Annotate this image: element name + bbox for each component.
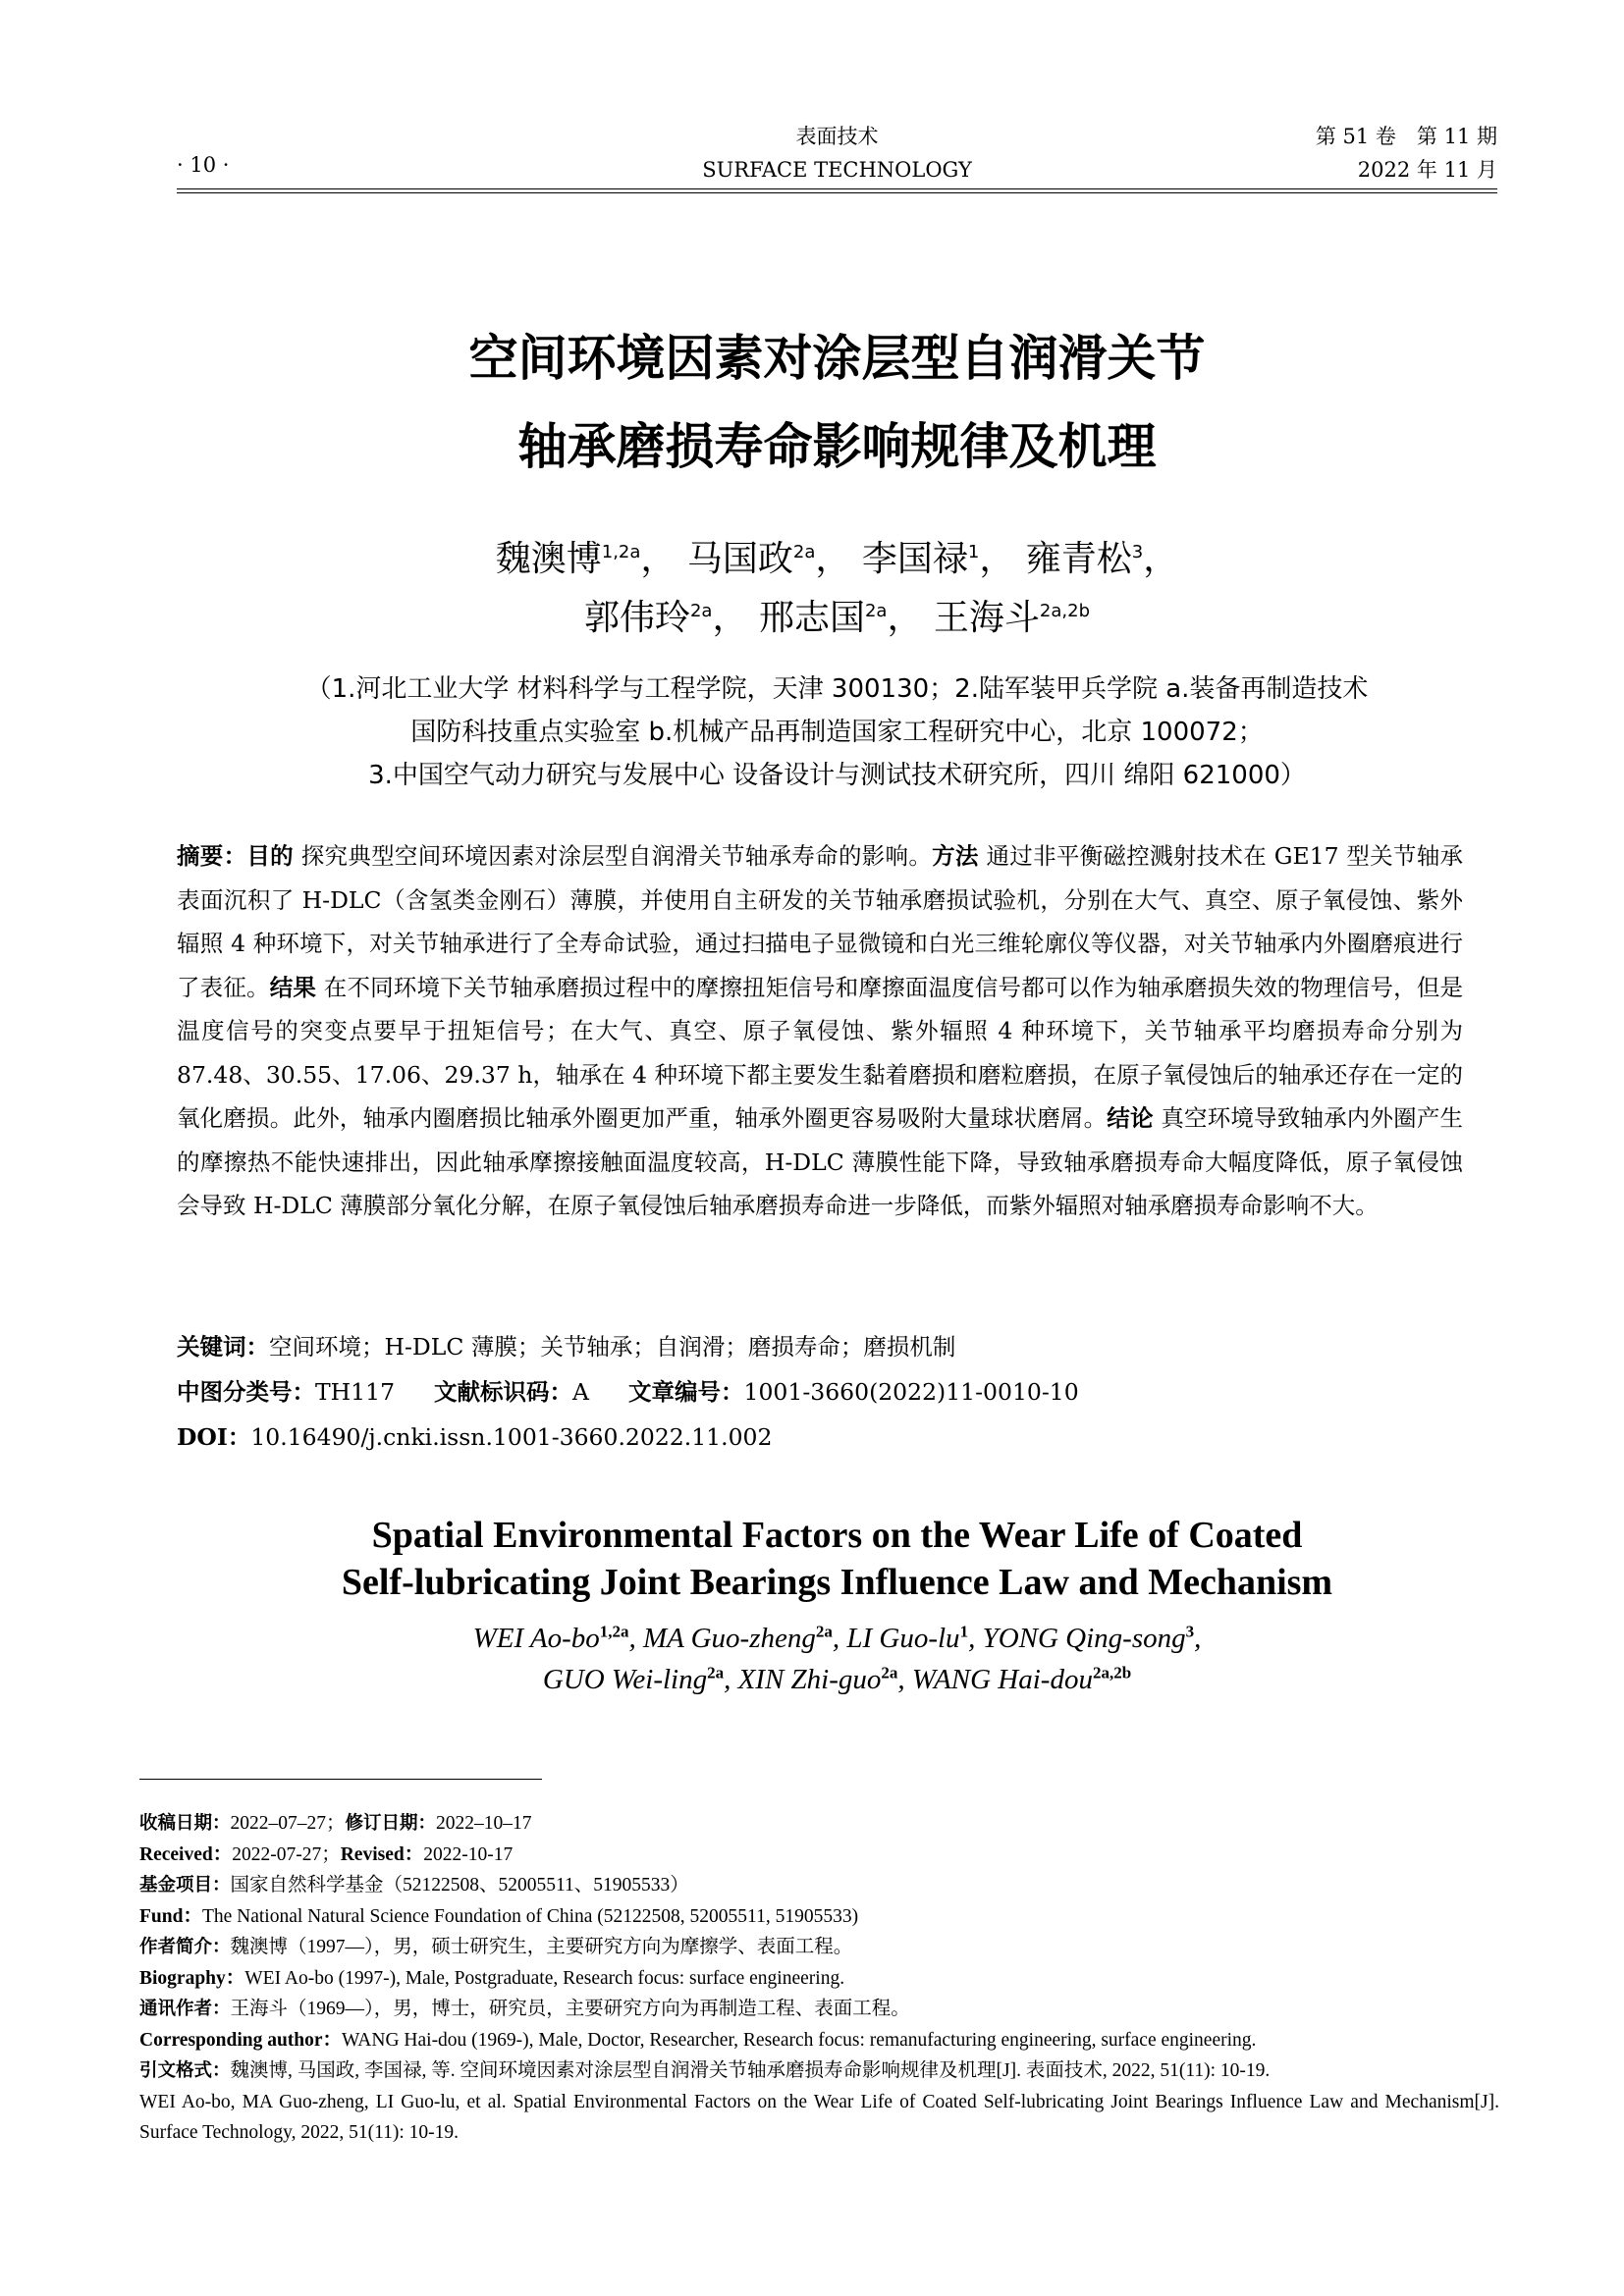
author-name: 雍青松 [1025, 539, 1132, 579]
authors-en-line-1 [177, 1618, 1497, 1659]
footnote-text: WEI Ao-bo (1997-), Male, Postgraduate, Research focus: surface engineering. [244, 1967, 845, 1989]
author-affil: 2a [707, 1663, 725, 1682]
footnote-text: 2022–10–17 [436, 1813, 532, 1834]
author-separator: , [968, 1623, 983, 1654]
footnote-label: Revised： [340, 1843, 424, 1865]
issue-info [1316, 120, 1497, 187]
footnote-label: 通讯作者： [139, 1999, 231, 2019]
footnote-text: 2022-10-17 [423, 1843, 514, 1865]
author-name: 郭伟玲 [583, 598, 690, 638]
clc-label: 中图分类号： [177, 1378, 315, 1406]
method-text: 通过非平衡磁控溅射技术在 GE17 型关节轴承表面沉积了 H-DLC（含氢类金刚石）薄膜，并使用自主研发的关节轴承磨损试验机，分别在大气、真空、原子氧侵蚀、紫外辐照 4 种环境下，对关节轴承进行了全寿命试验，通过扫描电子显微镜和白光三维轮廓仪等仪器，对关节轴承内外圈磨痕进行了表征。 [177, 842, 1464, 1001]
author-separator: ， [712, 598, 748, 638]
title-en-line-1: Spatial Environmental Factors on the Wear Life of Coated [371, 1515, 1303, 1556]
author-name: YONG Qing-song [982, 1623, 1186, 1654]
purpose-text: 探究典型空间环境因素对涂层型自润滑关节轴承寿命的影响。 [293, 842, 933, 870]
footnote-label: 收稿日期： [139, 1813, 231, 1834]
footnote-text: 魏澳博, 马国政, 李国禄, 等. 空间环境因素对涂层型自润滑关节轴承磨损寿命影响规律及机理[J]. 表面技术, 2022, 51(11): 10-19. [230, 2060, 1271, 2081]
corresponding-cn [139, 1994, 1499, 2025]
footnote-rule [139, 1779, 542, 1780]
abstract-label: 摘要： [177, 842, 247, 870]
classification-line [177, 1372, 1463, 1412]
footnote-text: 2022-07-27； [232, 1843, 341, 1865]
author-name: 马国政 [686, 539, 793, 579]
author-separator: , [832, 1623, 847, 1654]
author-affil: 3 [1185, 1622, 1195, 1641]
author-separator: ， [1143, 539, 1179, 579]
author-affil: 1,2a [601, 542, 641, 562]
title-en-line-2: Self-lubricating Joint Bearings Influence Law and Mechanism [341, 1562, 1333, 1603]
author-affil: 2a [881, 1663, 898, 1682]
authors-cn-line-1 [177, 530, 1497, 589]
affiliations-chinese [177, 667, 1497, 797]
biography-en [139, 1963, 1499, 1995]
authors-en-line-2 [177, 1659, 1497, 1700]
authors-cn-line-2 [177, 589, 1497, 648]
author-affil: 2a [815, 1622, 833, 1641]
author-name: 王海斗 [933, 598, 1040, 638]
keywords-text: 空间环境；H-DLC 薄膜；关节轴承；自润滑；磨损寿命；磨损机制 [269, 1333, 956, 1361]
author-name: 李国禄 [861, 539, 968, 579]
affiliation-line: 国防科技重点实验室 b.机械产品再制造国家工程研究中心，北京 100072； [410, 718, 1264, 747]
keywords-label: 关键词： [177, 1333, 269, 1361]
issue-date: 2022 年 11 月 [1357, 158, 1497, 182]
doi-label: DOI： [177, 1423, 251, 1451]
affiliation-line: （1.河北工业大学 材料科学与工程学院，天津 300130；2.陆军装甲兵学院 a.装备再制造技术 [305, 674, 1369, 704]
author-separator: ， [887, 598, 923, 638]
fund-cn [139, 1870, 1499, 1901]
journal-name-cn: 表面技术 [795, 125, 879, 148]
doc-code-label: 文献标识码： [434, 1378, 573, 1406]
author-separator: ， [979, 539, 1015, 579]
volume-issue: 第 51 卷 第 11 期 [1315, 125, 1497, 148]
author-affil: 2a [689, 601, 713, 621]
author-name: WANG Hai-dou [911, 1664, 1093, 1695]
footnote-text: 国家自然科学基金（52122508、52005511、51905533） [230, 1875, 689, 1896]
article-no-label: 文章编号： [628, 1378, 744, 1406]
article-no-value: 1001-3660(2022)11-0010-10 [743, 1378, 1079, 1406]
author-separator: ， [640, 539, 677, 579]
footnote-text: 魏澳博（1997—），男，硕士研究生，主要研究方向为摩擦学、表面工程。 [230, 1937, 853, 1957]
title-english [177, 1512, 1497, 1606]
author-affil: 1,2a [599, 1622, 629, 1641]
title-chinese [177, 314, 1497, 491]
affiliation-line: 3.中国空气动力研究与发展中心 设备设计与测试技术研究所，四川 绵阳 621000） [368, 761, 1306, 790]
fund-en [139, 1901, 1499, 1933]
footnote-text: 2022–07–27； [230, 1813, 346, 1834]
author-affil: 1 [959, 1622, 969, 1641]
journal-name [177, 120, 1497, 187]
header-rule [177, 188, 1497, 189]
footnote-label: 引文格式： [139, 2060, 231, 2081]
title-cn-line-1: 空间环境因素对涂层型自润滑关节 [468, 330, 1206, 387]
author-name: XIN Zhi-guo [737, 1664, 882, 1695]
received-en [139, 1840, 1499, 1871]
received-cn [139, 1808, 1499, 1840]
author-separator: ， [815, 539, 851, 579]
footnote-text: 王海斗（1969—），男，博士，研究员，主要研究方向为再制造工程、表面工程。 [230, 1999, 910, 2019]
author-name: 魏澳博 [495, 539, 602, 579]
author-affil: 2a,2b [1092, 1663, 1132, 1682]
title-cn-line-2: 轴承磨损寿命影响规律及机理 [517, 418, 1157, 475]
author-separator: , [1194, 1623, 1202, 1654]
footnote-label: Corresponding author： [139, 2029, 343, 2051]
header-rule-thin [177, 192, 1497, 193]
running-header [177, 116, 1497, 185]
result-label: 结果 [269, 973, 317, 1001]
doi-line [177, 1417, 1463, 1457]
conclusion-text: 真空环境导致轴承内外圈产生的摩擦热不能快速排出，因此轴承摩擦接触面温度较高，H-DLC 薄膜性能下降，导致轴承磨损寿命大幅度降低，原子氧侵蚀会导致 H-DLC 薄膜部分氧化分解，在原子氧侵蚀后轴承磨损寿命进一步降低，而紫外辐照对轴承磨损寿命影响不大。 [177, 1104, 1464, 1219]
author-affil: 1 [967, 542, 980, 562]
doc-code-value: A [572, 1378, 590, 1406]
author-name: WEI Ao-bo [472, 1623, 600, 1654]
author-separator: , [724, 1664, 738, 1695]
abstract [177, 834, 1463, 1228]
author-separator: , [897, 1664, 912, 1695]
footnote-label: 修订日期： [345, 1813, 437, 1834]
method-label: 方法 [932, 842, 979, 870]
authors-chinese [177, 530, 1497, 648]
author-affil: 2a,2b [1039, 601, 1091, 621]
author-affil: 3 [1131, 542, 1144, 562]
footnote-text: WANG Hai-dou (1969-), Male, Doctor, Researcher, Research focus: remanufacturing engineering, surface engineering. [342, 2029, 1257, 2051]
author-affil: 2a [864, 601, 888, 621]
biography-cn [139, 1932, 1499, 1963]
author-separator: , [628, 1623, 643, 1654]
authors-english [177, 1618, 1497, 1700]
footnote-label: Biography： [139, 1967, 245, 1989]
footnotes [139, 1808, 1499, 2149]
footnote-label: 作者简介： [139, 1937, 231, 1957]
journal-name-en: SURFACE TECHNOLOGY [702, 158, 972, 182]
clc-value: TH117 [315, 1378, 396, 1406]
author-name: GUO Wei-ling [542, 1664, 708, 1695]
author-name: MA Guo-zheng [643, 1623, 816, 1654]
purpose-label: 目的 [246, 842, 294, 870]
footnote-text: The National Natural Science Foundation of China (52122508, 52005511, 51905533) [201, 1905, 859, 1927]
conclusion-label: 结论 [1107, 1104, 1154, 1132]
citation-en: WEI Ao-bo, MA Guo-zheng, LI Guo-lu, et al. Spatial Environmental Factors on the Wear Life of Coated Self-lubricating Joint Bearings Influence Law and Mechanism[J]. Surface Technology, 2022, 51(11): 10-19. [139, 2091, 1499, 2143]
author-affil: 2a [792, 542, 816, 562]
footnote-label: 基金项目： [139, 1875, 231, 1896]
footnote-label: Fund： [139, 1905, 202, 1927]
author-name: LI Guo-lu [846, 1623, 960, 1654]
footnote-label: Received： [139, 1843, 233, 1865]
corresponding-en [139, 2025, 1499, 2056]
result-text: 在不同环境下关节轴承磨损过程中的摩擦扭矩信号和摩擦面温度信号都可以作为轴承磨损失效的物理信号，但是温度信号的突变点要早于扭矩信号；在大气、真空、原子氧侵蚀、紫外辐照 4 种环境下，关节轴承平均磨损寿命分别为 87.48、30.55、17.06、29.37 h，轴承在 4 种环境下都主要发生黏着磨损和磨粒磨损，在原子氧侵蚀后的轴承还存在一定的氧化磨损。此外，轴承内圈磨损比轴承外圈更加严重，轴承外圈更容易吸附大量球状磨屑。 [177, 973, 1464, 1132]
citation-cn [139, 2056, 1499, 2087]
doi-value: 10.16490/j.cnki.issn.1001-3660.2022.11.002 [250, 1423, 773, 1451]
keywords [177, 1327, 1463, 1366]
author-name: 邢志国 [758, 598, 865, 638]
page-number: · 10 · [177, 153, 230, 177]
